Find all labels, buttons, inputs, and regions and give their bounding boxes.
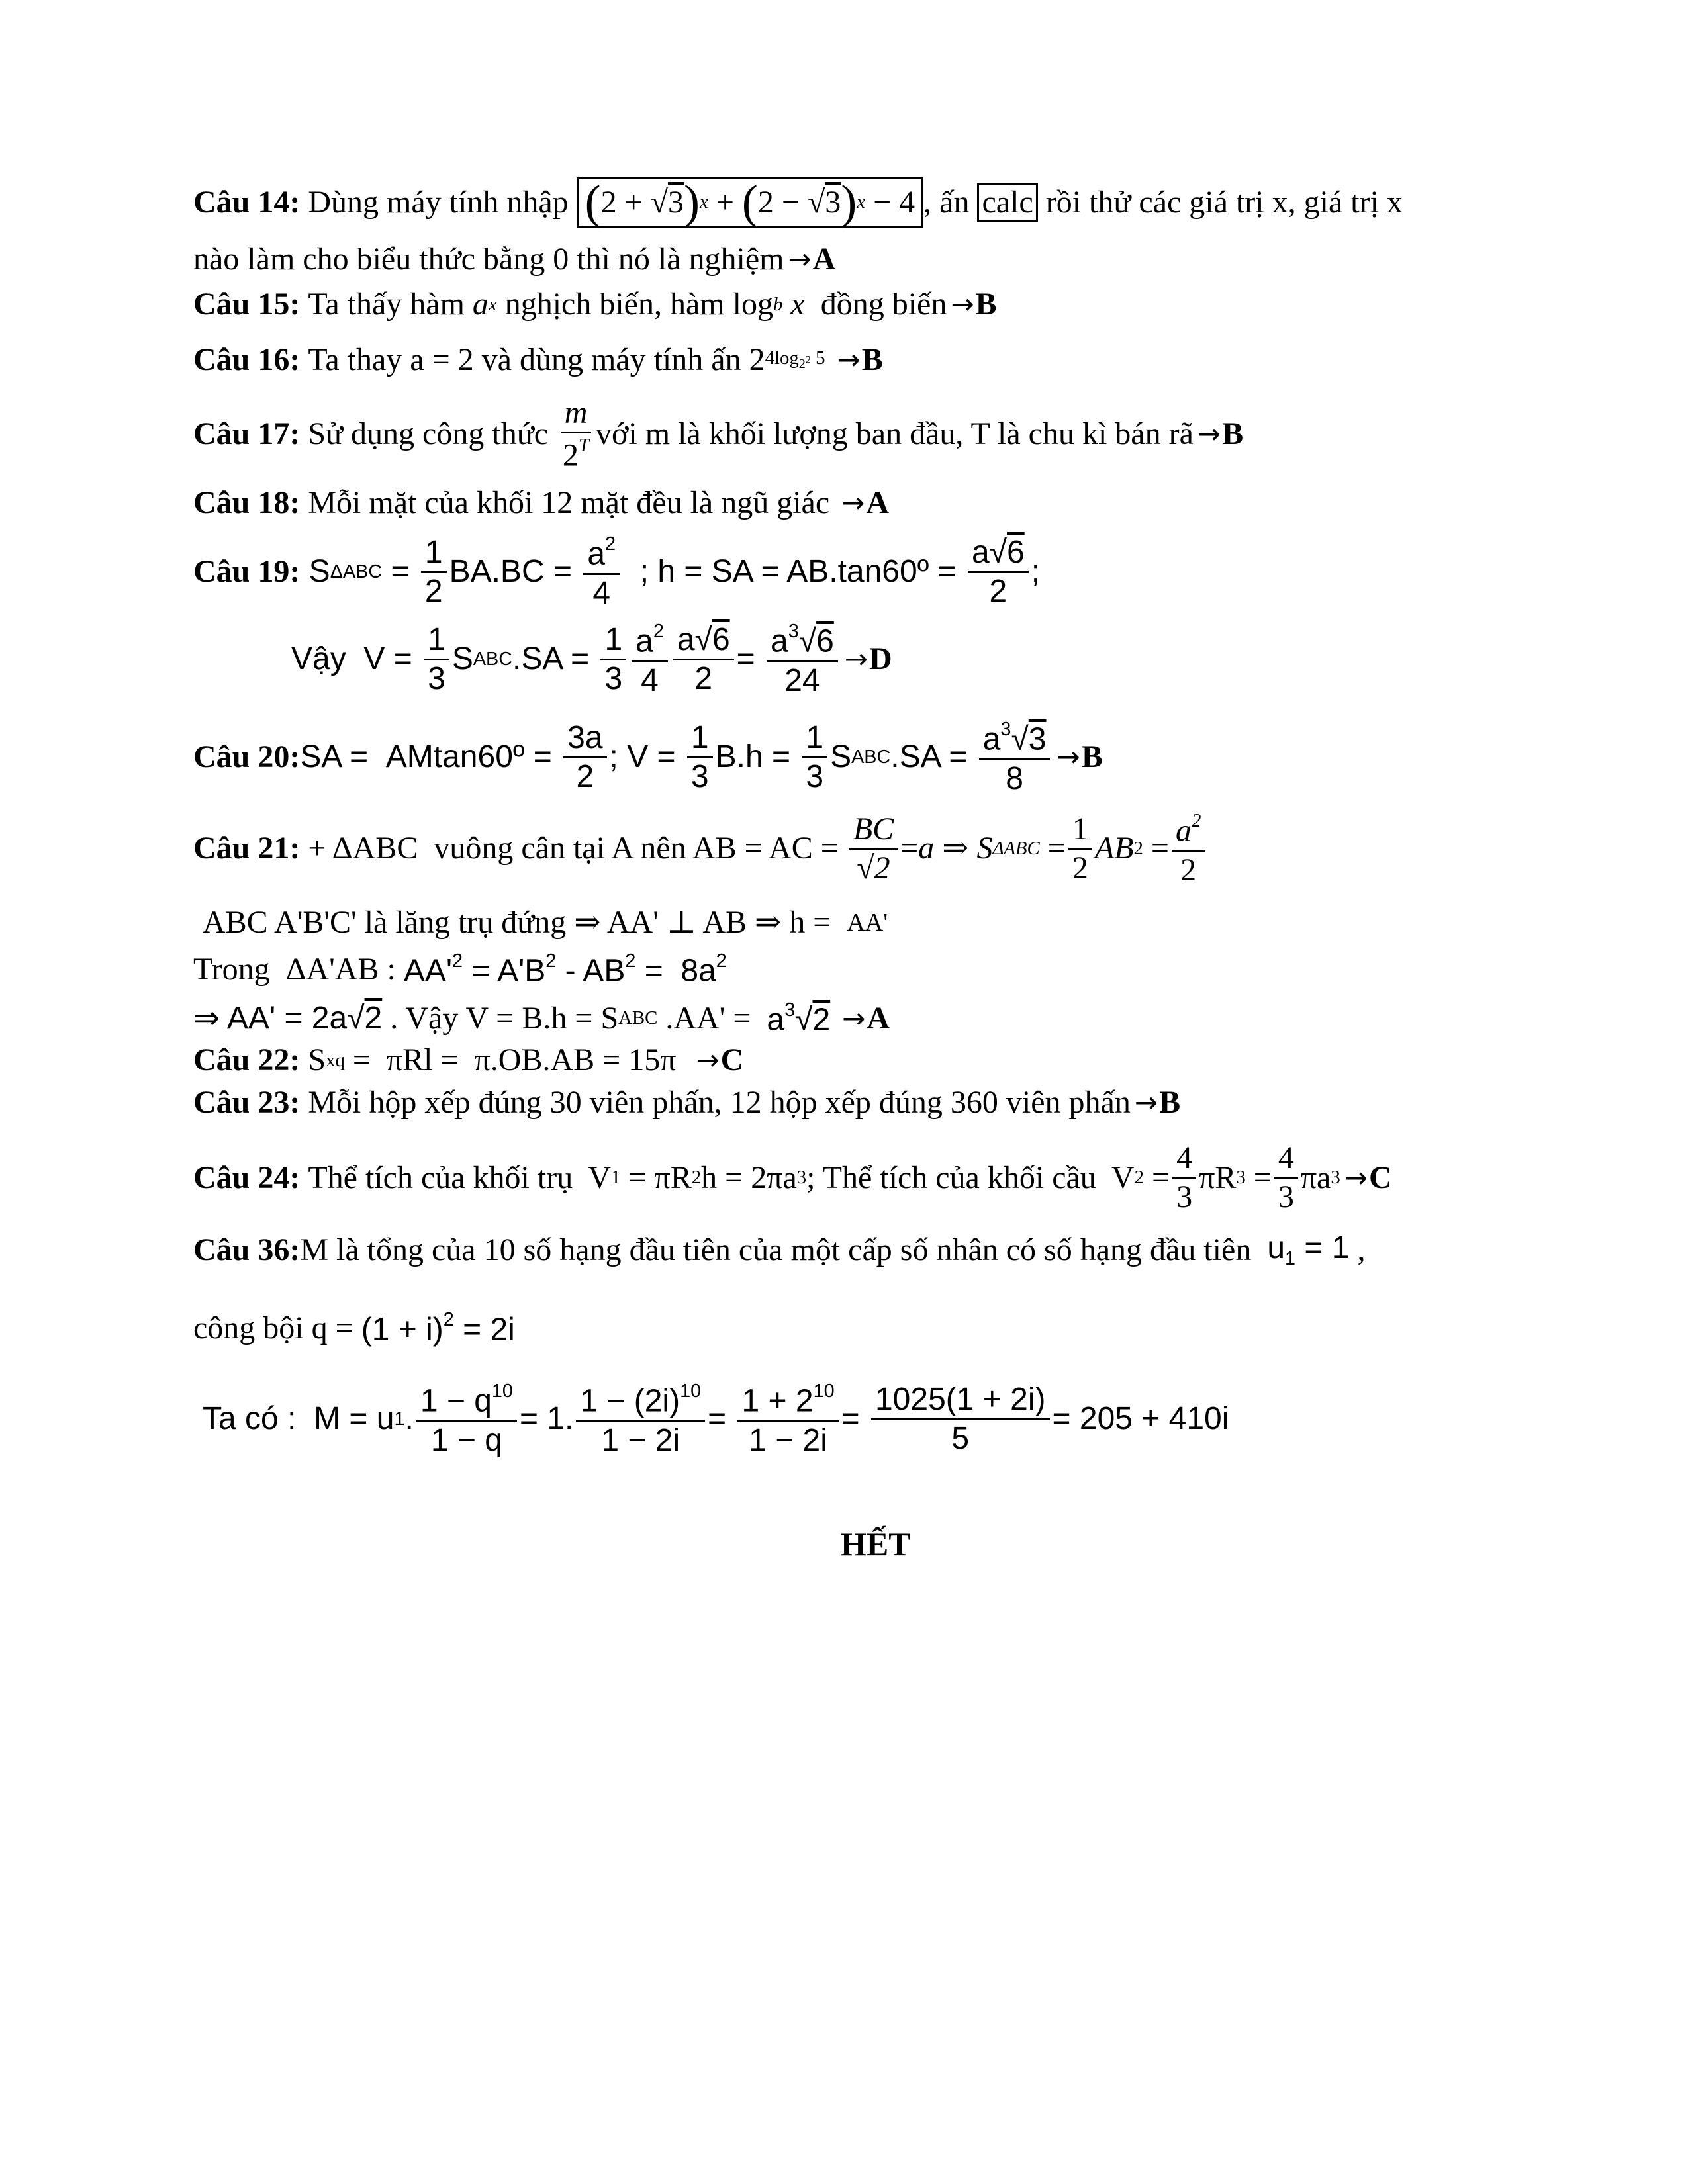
c17-fraction: $\frac{m}{2^T}$: [559, 397, 593, 472]
c23-line: Câu 23: Mỗi hộp xếp đúng 30 viên phấn, 12 hộp xếp đúng 360 viên phấn → B: [193, 1085, 1181, 1120]
arrow-icon: →: [842, 1001, 866, 1034]
c14-label: Câu 14:: [193, 184, 301, 220]
arrow-icon: →: [696, 1044, 720, 1076]
c21-line1: Câu 21: + ΔABC vuông cân tại A nên AB = AC = $\frac{BC}{√2}$ = a ⇒ S ΔABC = $\frac{1}{2}$ AB 2 = $\frac{a^2}{2}$: [193, 811, 1207, 886]
arrow-icon: →: [1344, 1161, 1368, 1194]
c20-line: Câu 20: SA = AMtan60º = $\frac{3a}{2}$ ; V = $\frac{1}{3}$ B.h = $\frac{1}{3}$ S ABC .SA = $\frac{a^3√3}{8}$ → B: [193, 719, 1103, 796]
calc-key: calc: [977, 183, 1037, 222]
c15-line: Câu 15: Ta thấy hàm a x nghịch biến, hàm log b x đồng biến → B: [193, 287, 997, 322]
c36-line3: Ta có : M = u 1 . $\frac{1 - q^{10}}{1 - q}$ = 1. $\frac{1 - (2i)^{10}}{1 - 2i}$ = $\frac{1 + 2^{10}}{1 - 2i}$ = $\frac{1025(1 + 2i)}{5}$ = 205 + 410i: [203, 1381, 1229, 1458]
arrow-icon: →: [1197, 418, 1221, 451]
c17-line: Câu 17: Sử dụng công thức $\frac{m}{2^T}$ với m là khối lượng ban đầu, T là chu kì bán rã → B: [193, 395, 1244, 473]
c19-line1: Câu 19: S ΔABC = $\frac{1}{2}$ BA.BC = $\frac{a^2}{4}$ ; h = SA = AB.tan60º = $\frac{a√6}{2}$ ;: [193, 533, 1041, 611]
arrow-icon: →: [1134, 1086, 1158, 1118]
c14-formula-box: ( 2 + √ 3 ) x + ( 2 − √ 3 ) x − 4: [577, 177, 924, 228]
c21-line3: Trong ΔA'AB : $AA'^2 = A'B^2 - AB^2 = 8a^2$: [193, 950, 727, 989]
c21-line4: ⇒ AA' = 2a√2 . Vậy V = B.h = S ABC .AA' = $a^3√2$ → A: [193, 999, 890, 1038]
end-marker: HẾT: [841, 1525, 911, 1563]
arrow-icon: →: [844, 643, 868, 676]
c19-line2: Vậy V = $\frac{1}{3}$ S ABC .SA = $\frac{1}{3}$ $\frac{a^2}{4}$ $\frac{a√6}{2}$ = $\frac{a^3√6}{24}$ → D: [291, 621, 892, 698]
c14-text: Dùng máy tính nhập: [308, 184, 569, 220]
c21-line2: ABC A'B'C' là lăng trụ đứng ⇒ AA' ⊥ AB ⇒ h = AA': [203, 905, 888, 940]
c14-line2: nào làm cho biểu thức bằng 0 thì nó là nghiệm → A: [193, 242, 836, 277]
c36-line1: Câu 36: M là tổng của 10 số hạng đầu tiên của một cấp số nhân có số hạng đầu tiên $u_1 = 1$ ,: [193, 1230, 1366, 1270]
c36-line2: công bội q = $(1 + i)^2 = 2i$: [193, 1309, 515, 1347]
arrow-icon: →: [788, 243, 812, 275]
c14-line1: Câu 14: Dùng máy tính nhập ( 2 + √ 3 ) x + ( 2 − √ 3 ) x − 4 , ấn calc rồi thử các giá trị x, giá trị x: [193, 175, 1403, 228]
arrow-icon: →: [1056, 741, 1080, 774]
c16-line: Câu 16: Ta thay a = 2 và dùng máy tính ấn 2 $4\log_{2^2}$ 5 → B: [193, 342, 883, 377]
c18-line: Câu 18: Mỗi mặt của khối 12 mặt đều là ngũ giác → A: [193, 485, 890, 520]
arrow-icon: →: [951, 288, 974, 320]
c22-line: Câu 22: S xq = πRl = π.OB.AB = 15π → C: [193, 1042, 744, 1077]
arrow-icon: →: [841, 486, 865, 519]
arrow-icon: →: [837, 343, 861, 376]
c24-line: Câu 24: Thể tích của khối trụ V 1 = πR 2 h = 2πa 3 ; Thể tích của khối cầu V 2 = $\frac{4}{3}$ πR 3 = $\frac{4}{3}$ πa 3 → C: [193, 1140, 1392, 1214]
